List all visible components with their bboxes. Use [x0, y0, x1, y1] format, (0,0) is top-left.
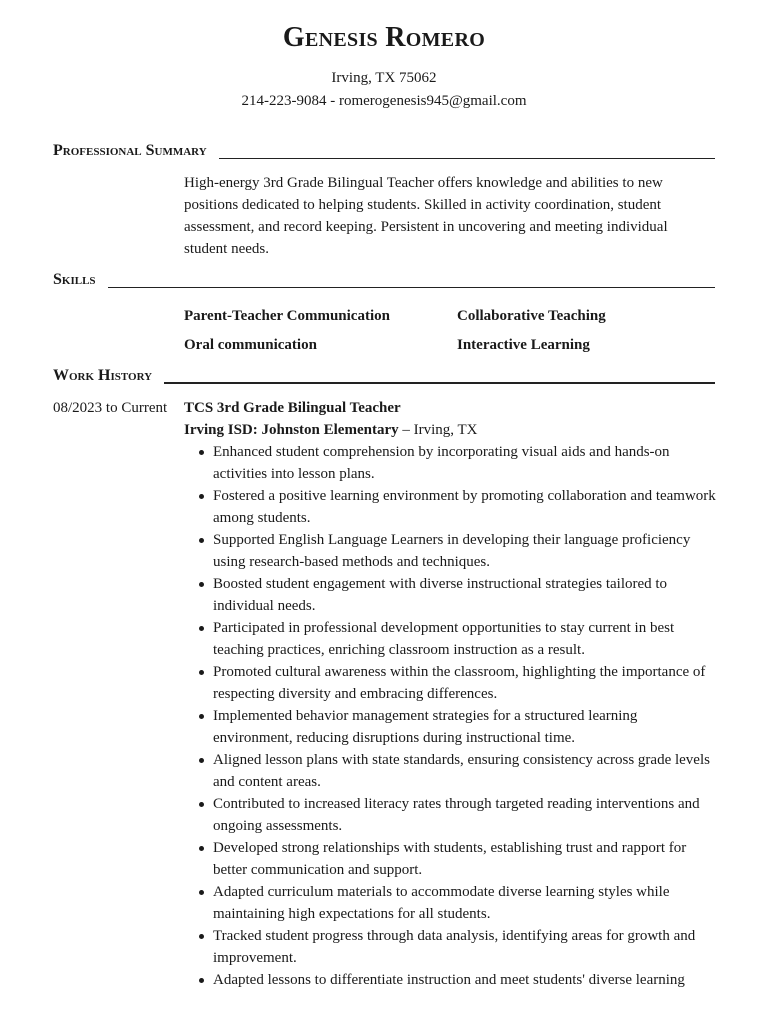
- section-divider: [219, 158, 715, 159]
- skill-item: Parent-Teacher Communication: [184, 308, 390, 324]
- section-title-summary: Professional Summary: [53, 142, 207, 159]
- list-item: [184, 749, 716, 793]
- bullet-text: Participated in professional development opportunities to stay current in best teaching practices, enriching classroom instruction as a result.: [213, 620, 675, 658]
- bullet-icon: [199, 978, 204, 983]
- bullet-text: Tracked student progress through data analysis, identifying areas for growth and improvement.: [213, 928, 696, 966]
- bullet-text: Adapted curriculum materials to accommodate diverse learning styles while maintaining high expectations for all students.: [213, 884, 670, 922]
- section-title-skills: Skills: [53, 271, 96, 288]
- bullet-text: Boosted student engagement with diverse instructional strategies tailored to individual needs.: [213, 576, 668, 614]
- skill-item: Interactive Learning: [457, 337, 590, 353]
- bullet-text: Aligned lesson plans with state standards, ensuring consistency across grade levels and content areas.: [213, 752, 710, 790]
- employer-line: [184, 419, 716, 441]
- bullet-icon: [199, 890, 204, 895]
- section-professional-summary: [53, 141, 715, 161]
- summary-text: High-energy 3rd Grade Bilingual Teacher offers knowledge and abilities to new positions dedicated to helping students. Skilled in activity coordination, student assessment, and record keeping. Persistent in uncovering and meeting individual student needs.: [184, 175, 668, 257]
- list-item: [184, 793, 716, 837]
- job-entry: [184, 397, 716, 991]
- bullet-text: Contributed to increased literacy rates through targeted reading interventions and ongoing assessments.: [213, 796, 700, 834]
- bullet-icon: [199, 670, 204, 675]
- list-item: [184, 661, 716, 705]
- bullet-text: Enhanced student comprehension by incorporating visual aids and hands-on activities into lesson plans.: [213, 444, 670, 482]
- bullet-icon: [199, 582, 204, 587]
- bullet-icon: [199, 450, 204, 455]
- bullet-text: Fostered a positive learning environment by promoting collaboration and teamwork among students.: [213, 488, 716, 526]
- section-divider: [164, 382, 715, 384]
- contact-phone-email: 214-223-9084 - romerogenesis945@gmail.com: [241, 93, 527, 109]
- bullet-text: Developed strong relationships with students, establishing trust and rapport for better communication and support.: [213, 840, 687, 878]
- skill-item: Collaborative Teaching: [457, 308, 606, 324]
- list-item: [184, 881, 716, 925]
- section-skills: [53, 270, 715, 290]
- skills-grid: [184, 305, 704, 356]
- list-item: [184, 485, 716, 529]
- bullet-icon: [199, 934, 204, 939]
- list-item: [184, 705, 716, 749]
- bullet-text: Supported English Language Learners in developing their language proficiency using research-based methods and techniques.: [213, 532, 691, 570]
- list-item: [184, 529, 716, 573]
- bullet-icon: [199, 494, 204, 499]
- contact-location: Irving, TX 75062: [331, 70, 437, 86]
- job-dates: 08/2023 to Current: [53, 400, 168, 416]
- section-title-work: Work History: [53, 367, 153, 384]
- bullet-icon: [199, 802, 204, 807]
- bullet-text: Adapted lessons to differentiate instruction and meet students' diverse learning: [213, 972, 685, 988]
- list-item: [184, 969, 716, 991]
- skill-item: Oral communication: [184, 337, 317, 353]
- bullet-icon: [199, 626, 204, 631]
- bullet-text: Implemented behavior management strategies for a structured learning environment, reducing disruptions during instructional time.: [213, 708, 638, 746]
- employer-name: Irving ISD: Johnston Elementary: [184, 422, 399, 438]
- bullet-icon: [199, 538, 204, 543]
- list-item: [184, 441, 716, 485]
- list-item: [184, 573, 716, 617]
- job-title: TCS 3rd Grade Bilingual Teacher: [184, 400, 401, 416]
- job-bullets: [184, 441, 716, 991]
- employer-location: – Irving, TX: [398, 422, 478, 438]
- list-item: [184, 925, 716, 969]
- bullet-icon: [199, 758, 204, 763]
- section-work-history: [53, 366, 715, 386]
- section-divider: [108, 287, 715, 288]
- bullet-icon: [199, 714, 204, 719]
- resume-name: Genesis Romero: [282, 22, 486, 53]
- list-item: [184, 617, 716, 661]
- list-item: [184, 837, 716, 881]
- bullet-text: Promoted cultural awareness within the classroom, highlighting the importance of respecting diversity and embracing differences.: [213, 664, 706, 702]
- bullet-icon: [199, 846, 204, 851]
